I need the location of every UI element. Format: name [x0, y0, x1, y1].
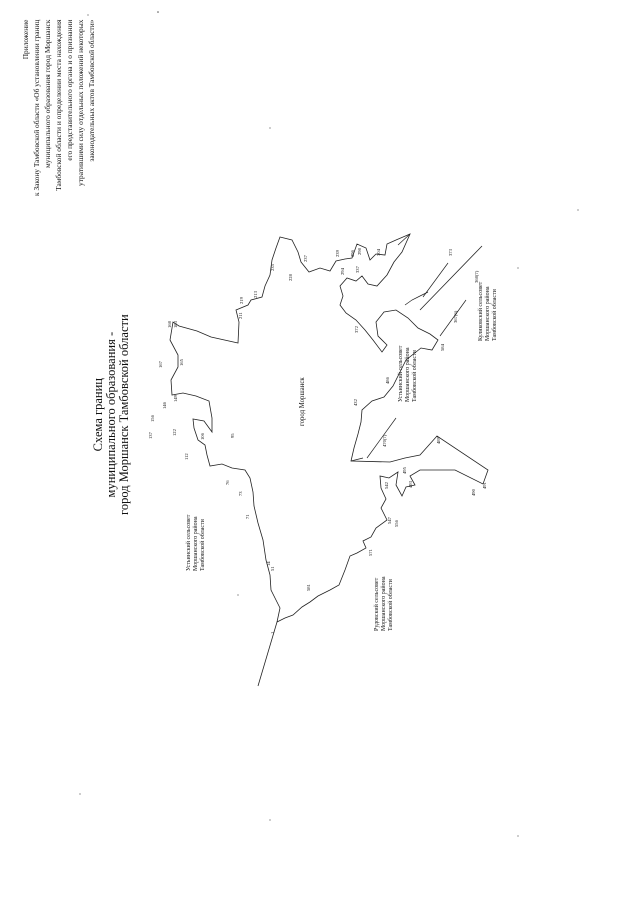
boundary-line — [351, 458, 363, 461]
scan-dot — [517, 267, 518, 268]
neighbor-label: Устьинский сельсовет Моршанского района Тамбовской области — [398, 345, 418, 402]
boundary-line — [398, 234, 410, 245]
map-title-line: муниципального образования - — [104, 331, 118, 498]
point-number: 495 — [402, 467, 407, 474]
point-number: 470(7) — [382, 434, 387, 447]
point-number: 51 — [270, 566, 275, 571]
appendix-line: Тамбовской области и определении места нахождения — [54, 19, 63, 191]
neighbor-label: Куликовский сельсовет Моршанского района Тамбовской области — [478, 281, 498, 341]
scan-dot — [269, 819, 270, 820]
point-number: 490 — [471, 489, 476, 496]
point-number: 571 — [368, 549, 373, 556]
point-number: 112 — [184, 453, 189, 460]
neighbor-label: Устьинский сельсовет Моршанского района Тамбовской области — [186, 514, 206, 571]
point-number: 106 — [200, 433, 205, 440]
neighbor-label: Рудовский сельсовет Моршанского района Тамбовской области — [374, 576, 394, 631]
point-number: 228 — [288, 274, 293, 281]
point-number: 137 — [148, 432, 153, 439]
point-number: 489 — [436, 437, 441, 444]
municipal-boundary — [170, 234, 488, 622]
boundary-line — [423, 263, 448, 297]
point-number: 95 — [230, 433, 235, 438]
point-number: 294 — [340, 268, 345, 275]
scan-dot — [157, 11, 159, 13]
point-number: 235 — [270, 264, 275, 271]
point-number: 76 — [225, 480, 230, 485]
point-number: 167 — [158, 361, 163, 368]
point-number: 165 — [179, 359, 184, 366]
point-number: 547 — [387, 517, 392, 524]
appendix-line: законодательных актов Тамбовской области» — [87, 19, 96, 162]
scan-dot — [269, 127, 270, 128]
point-number: 71 — [245, 514, 250, 519]
point-number: 296 — [350, 250, 355, 257]
boundary-line — [405, 292, 428, 305]
point-number: 156 — [150, 415, 155, 422]
map-title-line: Схема границ — [91, 378, 105, 452]
appendix-line: к Закону Тамбовской области «Об установлении границ — [32, 19, 41, 196]
point-number: 581 — [306, 584, 311, 591]
point-number: 239 — [335, 250, 340, 257]
point-number: 149 — [173, 395, 178, 402]
point-number: 373 — [448, 249, 453, 256]
scan-dot — [237, 594, 238, 595]
point-number: 486 — [385, 377, 390, 384]
point-number: 211 — [238, 312, 243, 319]
point-number: 73 — [238, 491, 243, 496]
appendix-line: утратившими силу отдельных положений некоторых — [76, 19, 85, 186]
scan-dot — [577, 209, 578, 210]
appendix-heading: Приложение — [21, 19, 30, 60]
point-number: 304 — [376, 249, 381, 256]
point-number: 542 — [384, 482, 389, 489]
point-number: 367(6) — [453, 310, 458, 323]
point-number: 14 — [266, 561, 271, 566]
map-title-line: город Моршанск Тамбовской области — [117, 314, 131, 515]
point-number: 368(7) — [474, 270, 479, 283]
point-number: 432 — [353, 399, 358, 406]
point-number: 556 — [394, 520, 399, 527]
point-number: 584 — [440, 344, 445, 351]
point-number: 146 — [162, 402, 167, 409]
point-number: 372 — [354, 326, 359, 333]
point-number: 1 — [270, 631, 275, 634]
city-label: город Моршанск — [299, 377, 306, 426]
point-number: 219 — [239, 297, 244, 304]
point-number: 168 — [167, 321, 172, 328]
scan-dot — [517, 835, 518, 836]
point-number: 122 — [172, 429, 177, 436]
scan-dot — [79, 793, 80, 794]
point-number: 213 — [253, 291, 258, 298]
point-number: 298 — [357, 248, 362, 255]
point-number: 491 — [482, 482, 487, 489]
point-number: 237 — [303, 255, 308, 262]
point-number: 183 — [173, 321, 178, 328]
appendix-line: его представительного органа и о признании — [65, 19, 74, 161]
scan-dot — [87, 14, 88, 15]
point-number: 493 — [408, 481, 413, 488]
appendix-line: муниципального образования город Моршанск — [43, 19, 52, 168]
point-number: 337 — [355, 266, 360, 273]
